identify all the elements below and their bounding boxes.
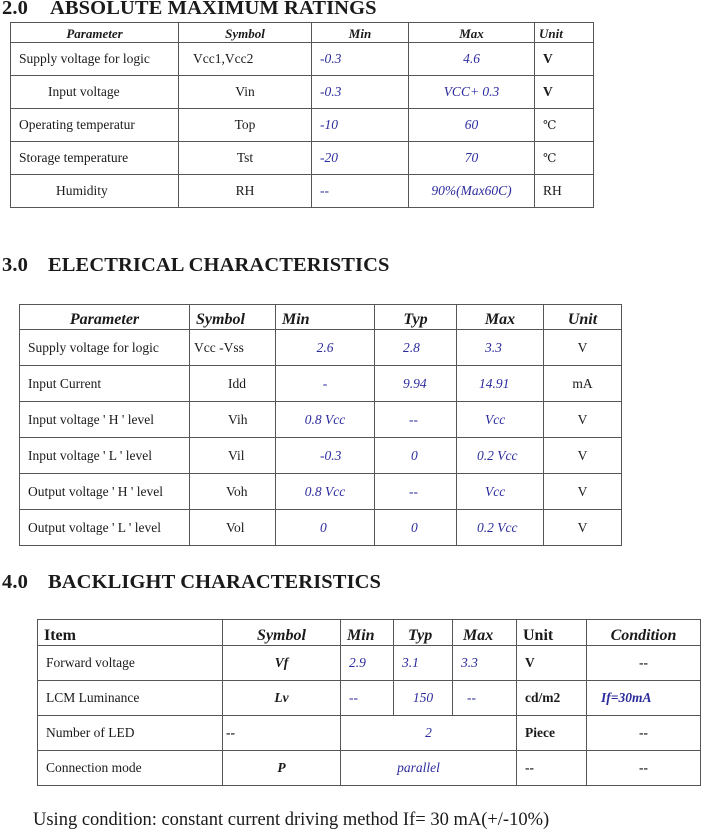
- symbol-cell: Vcc1,Vcc2: [179, 43, 312, 76]
- header-item: Item: [38, 620, 223, 646]
- table-row: [11, 109, 594, 142]
- min-cell: -20: [312, 142, 409, 175]
- header-symbol: Symbol: [179, 23, 312, 43]
- min-cell: 2.6: [276, 330, 375, 366]
- table-row: [38, 681, 701, 716]
- min-cell: -0.3: [312, 43, 409, 76]
- max-cell: Vcc: [457, 402, 544, 438]
- max-cell: 3.3: [453, 646, 517, 681]
- min-cell: 0: [276, 510, 375, 546]
- symbol-cell: Top: [179, 109, 312, 142]
- unit-cell: mA: [544, 366, 622, 402]
- min-cell: -0.3: [276, 438, 375, 474]
- unit-cell: V: [517, 646, 587, 681]
- backlight-characteristics-table: [37, 619, 701, 786]
- max-cell: 3.3: [457, 330, 544, 366]
- header-parameter: Parameter: [20, 305, 190, 330]
- max-cell: 90%(Max60C): [409, 175, 535, 208]
- symbol-cell: Lv: [223, 681, 341, 716]
- symbol-cell: Vil: [190, 438, 276, 474]
- table-row: [11, 76, 594, 109]
- table-row: [20, 402, 622, 438]
- condition-cell: If=30mA: [587, 681, 701, 716]
- unit-cell: V: [544, 330, 622, 366]
- table-row: [38, 751, 701, 786]
- header-condition: Condition: [587, 620, 701, 646]
- symbol-cell: Vih: [190, 402, 276, 438]
- param-cell: Operating temperatur: [11, 109, 179, 142]
- unit-cell: ℃: [535, 109, 594, 142]
- typ-cell: 2.8: [375, 330, 457, 366]
- unit-cell: V: [544, 402, 622, 438]
- max-cell: --: [453, 681, 517, 716]
- header-max: Max: [453, 620, 517, 646]
- unit-cell: V: [544, 510, 622, 546]
- table-row: [11, 175, 594, 208]
- max-cell: 0.2 Vcc: [457, 438, 544, 474]
- header-min: Min: [276, 305, 375, 330]
- header-symbol: Symbol: [190, 305, 276, 330]
- usage-note: Using condition: constant current driving method If= 30 mA(+/-10%): [33, 810, 550, 830]
- typ-cell: 3.1: [394, 646, 453, 681]
- typ-cell: 9.94: [375, 366, 457, 402]
- param-cell: Humidity: [11, 175, 179, 208]
- typ-cell: --: [375, 474, 457, 510]
- header-symbol: Symbol: [223, 620, 341, 646]
- typ-cell: --: [375, 402, 457, 438]
- unit-cell: V: [544, 438, 622, 474]
- table-row: [20, 438, 622, 474]
- section-2-heading: [2, 0, 377, 20]
- min-cell: -: [276, 366, 375, 402]
- connection-cell: parallel: [341, 751, 517, 786]
- min-cell: --: [312, 175, 409, 208]
- condition-cell: --: [587, 716, 701, 751]
- header-parameter: Parameter: [11, 23, 179, 43]
- min-cell: -10: [312, 109, 409, 142]
- unit-cell: V: [535, 43, 594, 76]
- header-typ: Typ: [375, 305, 457, 330]
- header-max: Max: [457, 305, 544, 330]
- typ-cell: 150: [394, 681, 453, 716]
- symbol-cell: --: [223, 716, 341, 751]
- table-row: [20, 330, 622, 366]
- table-row: [20, 474, 622, 510]
- param-cell: Input voltage: [11, 76, 179, 109]
- typ-cell: 0: [375, 510, 457, 546]
- condition-cell: --: [587, 646, 701, 681]
- condition-cell: --: [587, 751, 701, 786]
- symbol-cell: Idd: [190, 366, 276, 402]
- section-number: 3.0: [2, 254, 28, 276]
- absolute-maximum-ratings-table: [10, 22, 594, 208]
- unit-cell: --: [517, 751, 587, 786]
- item-cell: LCM Luminance: [38, 681, 223, 716]
- table-row: [38, 646, 701, 681]
- symbol-cell: Tst: [179, 142, 312, 175]
- param-cell: Input voltage ' H ' level: [20, 402, 190, 438]
- min-cell: -0.3: [312, 76, 409, 109]
- symbol-cell: P: [223, 751, 341, 786]
- min-cell: 0.8 Vcc: [276, 402, 375, 438]
- unit-cell: V: [544, 474, 622, 510]
- table-header-row: [11, 23, 594, 43]
- table-header-row: [38, 620, 701, 646]
- header-unit: Unit: [517, 620, 587, 646]
- max-cell: Vcc: [457, 474, 544, 510]
- unit-cell: V: [535, 76, 594, 109]
- symbol-cell: Voh: [190, 474, 276, 510]
- param-cell: Output voltage ' H ' level: [20, 474, 190, 510]
- section-title: ELECTRICAL CHARACTERISTICS: [48, 254, 390, 276]
- param-cell: Output voltage ' L ' level: [20, 510, 190, 546]
- section-title: BACKLIGHT CHARACTERISTICS: [48, 571, 382, 593]
- typ-cell: 0: [375, 438, 457, 474]
- symbol-cell: Vcc -Vss: [190, 330, 276, 366]
- max-cell: 70: [409, 142, 535, 175]
- param-cell: Input voltage ' L ' level: [20, 438, 190, 474]
- item-cell: Number of LED: [38, 716, 223, 751]
- symbol-cell: Vin: [179, 76, 312, 109]
- max-cell: 60: [409, 109, 535, 142]
- header-typ: Typ: [394, 620, 453, 646]
- min-cell: 0.8 Vcc: [276, 474, 375, 510]
- min-cell: 2.9: [341, 646, 394, 681]
- param-cell: Input Current: [20, 366, 190, 402]
- table-header-row: [20, 305, 622, 330]
- max-cell: 0.2 Vcc: [457, 510, 544, 546]
- symbol-cell: Vol: [190, 510, 276, 546]
- table-row: [11, 43, 594, 76]
- unit-cell: Piece: [517, 716, 587, 751]
- table-row: [20, 510, 622, 546]
- min-cell: --: [341, 681, 394, 716]
- section-3-heading: [2, 254, 390, 277]
- electrical-characteristics-table: [19, 304, 622, 546]
- table-row: [11, 142, 594, 175]
- section-title: ABSOLUTE MAXIMUM RATINGS: [50, 0, 377, 19]
- unit-cell: ℃: [535, 142, 594, 175]
- item-cell: Forward voltage: [38, 646, 223, 681]
- section-4-heading: [2, 571, 381, 594]
- header-unit: Unit: [535, 23, 594, 43]
- param-cell: Storage temperature: [11, 142, 179, 175]
- param-cell: Supply voltage for logic: [20, 330, 190, 366]
- header-unit: Unit: [544, 305, 622, 330]
- max-cell: VCC+ 0.3: [409, 76, 535, 109]
- max-cell: 4.6: [409, 43, 535, 76]
- symbol-cell: Vf: [223, 646, 341, 681]
- symbol-cell: RH: [179, 175, 312, 208]
- unit-cell: cd/m2: [517, 681, 587, 716]
- table-row: [20, 366, 622, 402]
- header-max: Max: [409, 23, 535, 43]
- item-cell: Connection mode: [38, 751, 223, 786]
- header-min: Min: [312, 23, 409, 43]
- quantity-cell: 2: [341, 716, 517, 751]
- param-cell: Supply voltage for logic: [11, 43, 179, 76]
- table-row: [38, 716, 701, 751]
- section-number: 4.0: [2, 571, 28, 593]
- section-number: 2.0: [2, 0, 28, 19]
- max-cell: 14.91: [457, 366, 544, 402]
- header-min: Min: [341, 620, 394, 646]
- unit-cell: RH: [535, 175, 594, 208]
